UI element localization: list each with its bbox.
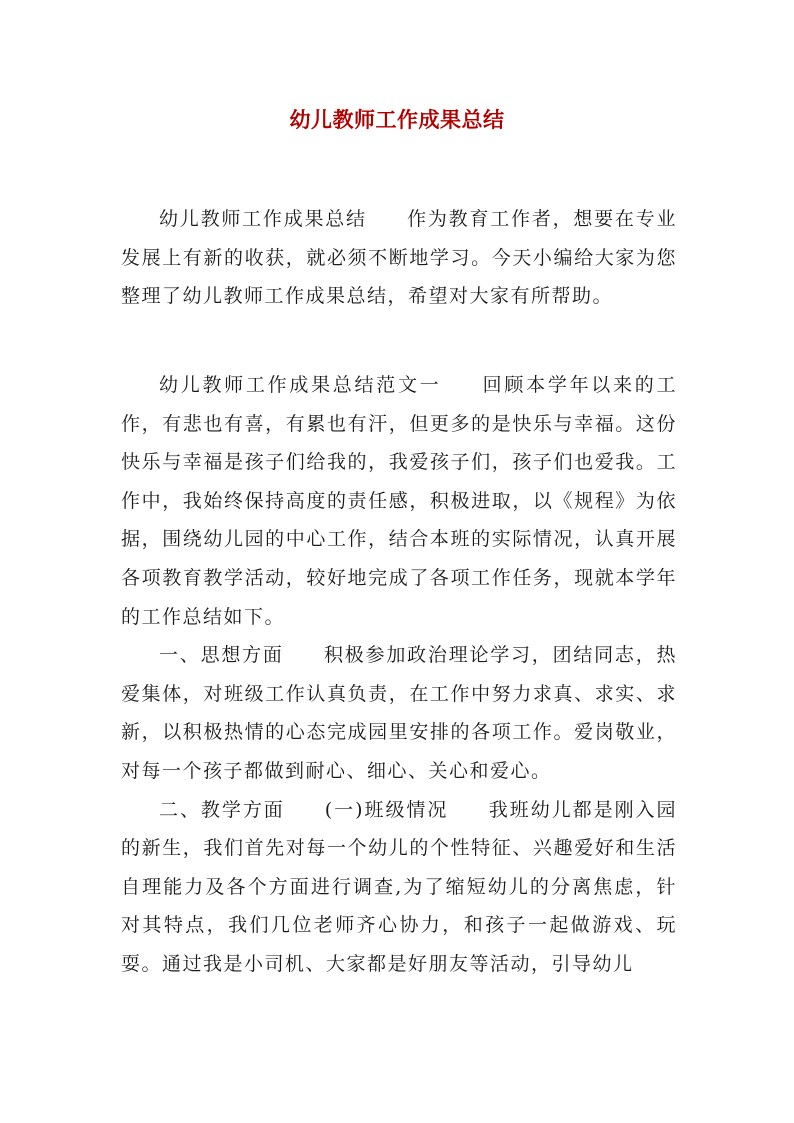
document-title: 幼儿教师工作成果总结 <box>289 107 505 132</box>
section-two-paragraph <box>121 791 677 984</box>
intro-lead: 幼儿教师工作成果总结 <box>159 208 367 230</box>
main-block <box>121 366 677 984</box>
section-one-heading: 一、思想方面 <box>159 644 284 667</box>
intro-text: 作为教育工作者，想要在专业发展上有新的收获，就必须不断地学习。今天小编给大家为您整理了幼儿教师工作成果总结，希望对大家有所帮助。 <box>121 208 677 308</box>
intro-paragraph <box>121 200 677 316</box>
section-two-heading: 二、教学方面 <box>159 798 285 821</box>
section-one-text: 积极参加政治理论学习，团结同志，热爱集体，对班级工作认真负责，在工作中努力求真、求实、求新，以积极热情的心态完成园里安排的各项工作。爱岗敬业，对每一个孩子都做到耐心、细心、关心和爱心。 <box>121 644 677 782</box>
sample-one-text: 回顾本学年以来的工作，有悲也有喜，有累也有汗，但更多的是快乐与幸福。这份快乐与幸福是孩子们给我的，我爱孩子们，孩子们也爱我。工作中，我始终保持高度的责任感，积极进取，以《规程》为依据，围绕幼儿园的中心工作，结合本班的实际情况，认真开展各项教育教学活动，较好地完成了各项工作任务，现就本学年的工作总结如下。 <box>121 374 677 628</box>
section-two-text: 我班幼儿都是刚入园的新生，我们首先对每一个幼儿的个性特征、兴趣爱好和生活自理能力及各个方面进行调查,为了缩短幼儿的分离焦虑，针对其特点，我们几位老师齐心协力，和孩子一起做游戏、玩耍。通过我是小司机、大家都是好朋友等活动，引导幼儿 <box>121 798 677 975</box>
intro-block <box>121 200 677 316</box>
sample-one-paragraph <box>121 366 677 636</box>
sample-one-lead: 幼儿教师工作成果总结范文一 <box>159 374 442 396</box>
section-two-subheading: (一)班级情况 <box>324 798 449 821</box>
section-one-paragraph <box>121 636 677 790</box>
